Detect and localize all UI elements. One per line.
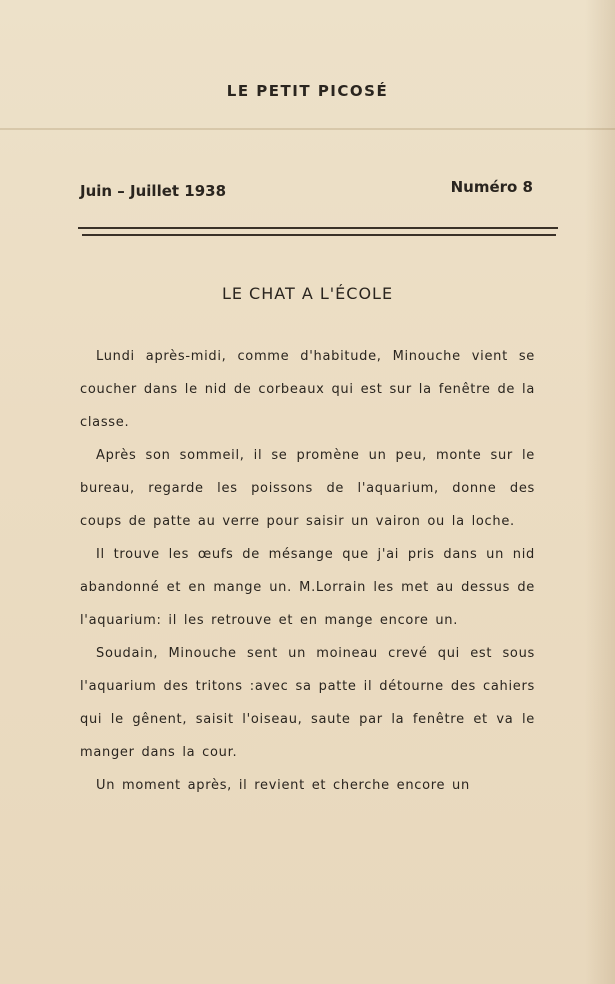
- paper-fold: [0, 128, 615, 130]
- paragraph: Après son sommeil, il se promène un peu, monte sur le bureau, regarde les poissons de l'aquarium, donne des coups de patte au verre pour saisir un vairon ou la loche.: [80, 448, 535, 529]
- paragraph: Soudain, Minouche sent un moineau crevé qui est sous l'aquarium des tritons :avec sa patte il détourne des cahiers qui le gênent, saisit l'oiseau, saute par la fenêtre et va le manger dans la cour.: [80, 646, 535, 760]
- issue-number: Numéro 8: [450, 178, 533, 196]
- journal-title: LE PETIT PICOSÉ: [226, 82, 389, 100]
- article-title: LE CHAT A L'ÉCOLE: [221, 284, 394, 303]
- divider-line: [78, 227, 558, 229]
- paragraph: Un moment après, il revient et cherche encore un: [96, 778, 470, 793]
- issue-date: Juin – Juillet 1938: [80, 182, 227, 200]
- paragraph: Lundi après-midi, comme d'habitude, Minouche vient se coucher dans le nid de corbeaux qui est sur la fenêtre de la classe.: [80, 349, 535, 430]
- paragraph: Il trouve les œufs de mésange que j'ai pris dans un nid abandonné et en mange un. M.Lorrain les met au dessus de l'aquarium: il les retrouve et en mange encore un.: [80, 547, 535, 628]
- divider-line: [82, 234, 556, 236]
- article-body: [80, 340, 535, 802]
